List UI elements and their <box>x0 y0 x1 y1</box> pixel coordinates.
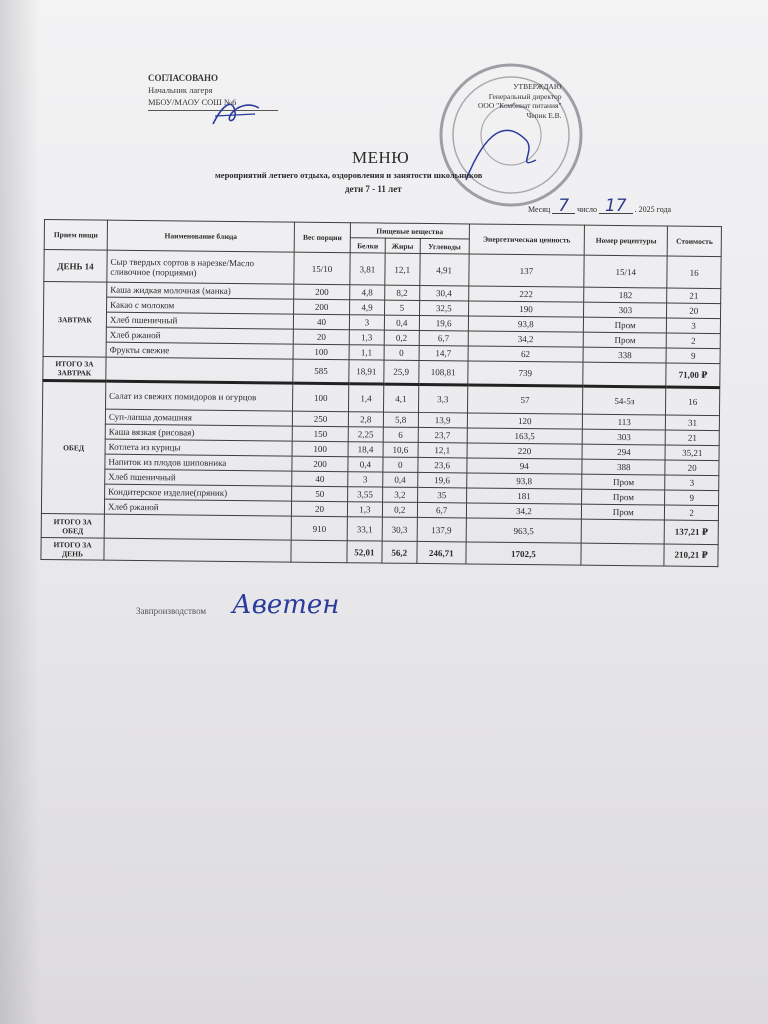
menu-table <box>40 219 722 567</box>
cost-cell: 16 <box>667 256 721 289</box>
day-label-cell: ДЕНЬ 14 <box>44 250 107 283</box>
fat-cell: 30,3 <box>382 517 417 541</box>
energy-cell: 120 <box>467 413 583 429</box>
weight-cell: 200 <box>294 299 350 315</box>
fat-cell: 0 <box>384 345 419 360</box>
breakfast-total-label: ИТОГО ЗА ЗАВТРАК <box>43 356 106 381</box>
protein-cell: 18,91 <box>349 360 384 384</box>
cost-cell: 20 <box>667 303 721 319</box>
col-cost: Стоимость <box>667 226 721 257</box>
fat-cell: 0,4 <box>384 315 419 330</box>
cost-cell: 31 <box>666 415 720 431</box>
cost-cell: 21 <box>666 430 720 446</box>
cost-cell: 21 <box>667 288 721 304</box>
energy-cell: 93,8 <box>468 316 584 332</box>
cost-cell: 2 <box>667 333 721 349</box>
carbs-cell: 14,7 <box>419 345 468 361</box>
carbs-cell: 6,7 <box>417 502 466 518</box>
dish-cell: Напиток из плодов шиповника <box>105 454 292 471</box>
cost-cell: 35,21 <box>665 445 719 461</box>
col-fat: Жиры <box>385 238 420 253</box>
cost-cell: 2 <box>665 505 719 521</box>
fat-cell: 5,8 <box>383 412 418 427</box>
protein-cell: 1,3 <box>348 502 383 517</box>
protein-cell: 18,4 <box>348 442 383 457</box>
dish-cell <box>104 514 291 540</box>
weight-cell: 100 <box>292 441 348 457</box>
recipe-cell <box>583 362 666 387</box>
protein-cell: 52,01 <box>347 541 382 563</box>
col-nutrients: Пищевые вещества <box>351 223 469 239</box>
col-carbs: Углеводы <box>420 238 469 254</box>
recipe-cell: Пром <box>583 332 666 348</box>
recipe-cell: 388 <box>582 459 665 475</box>
energy-cell: 739 <box>467 361 583 386</box>
fat-cell: 25,9 <box>383 360 418 384</box>
carbs-cell: 19,6 <box>419 315 468 331</box>
recipe-cell: Пром <box>582 504 665 520</box>
recipe-cell: 113 <box>583 414 666 430</box>
fat-cell: 0,4 <box>382 472 417 487</box>
fat-cell: 0,2 <box>384 330 419 345</box>
carbs-cell: 137,9 <box>417 517 466 542</box>
cost-cell: 71,00 ₽ <box>666 363 720 388</box>
weight-cell: 100 <box>293 383 349 412</box>
energy-cell: 220 <box>467 443 583 459</box>
recipe-cell: 303 <box>584 302 667 318</box>
fat-cell: 8,2 <box>384 285 419 300</box>
weight-cell <box>291 540 347 563</box>
day-total-label: ИТОГО ЗА ДЕНЬ <box>41 537 104 560</box>
energy-cell: 62 <box>468 346 584 362</box>
month-value: 7 <box>552 199 575 214</box>
recipe-cell: 303 <box>582 429 665 445</box>
carbs-cell: 3,3 <box>418 384 467 413</box>
dish-cell <box>104 538 291 562</box>
col-protein: Белки <box>350 238 385 253</box>
year-label: . 2025 года <box>634 205 672 214</box>
col-energy: Энергетическая ценность <box>469 224 585 255</box>
recipe-cell: Пром <box>584 317 667 333</box>
weight-cell: 15/10 <box>294 252 351 285</box>
fat-cell: 6 <box>383 427 418 442</box>
carbs-cell: 246,71 <box>417 541 466 564</box>
cost-cell: 9 <box>666 348 720 364</box>
energy-cell: 94 <box>466 458 582 474</box>
protein-cell: 1,3 <box>349 330 384 345</box>
dish-cell: Сыр твердых сортов в нарезке/Масло сливочное (порциями) <box>107 250 294 284</box>
protein-cell: 3,81 <box>350 253 385 285</box>
protein-cell: 0,4 <box>348 457 383 472</box>
carbs-cell: 23,6 <box>418 457 467 473</box>
weight-cell: 200 <box>292 456 348 472</box>
protein-cell: 4,8 <box>350 285 385 300</box>
protein-cell: 1,1 <box>349 345 384 360</box>
recipe-cell: 15/14 <box>584 255 667 288</box>
carbs-cell: 32,5 <box>419 300 468 316</box>
lunch-label: ОБЕД <box>41 380 105 514</box>
cost-cell: 20 <box>665 460 719 476</box>
carbs-cell: 30,4 <box>420 285 469 301</box>
stamp-line2: ООО "Комбинат питания" <box>478 101 562 110</box>
date-row <box>528 196 672 216</box>
dish-cell: Хлеб ржаной <box>104 499 291 516</box>
col-weight: Вес порции <box>294 222 350 253</box>
energy-cell: 163,5 <box>467 428 583 444</box>
carbs-cell: 108,81 <box>419 360 468 385</box>
weight-cell: 200 <box>294 284 350 300</box>
protein-cell: 2,25 <box>348 427 383 442</box>
recipe-cell <box>581 543 664 566</box>
weight-cell: 20 <box>293 329 349 345</box>
dish-cell: Каша жидкая молочная (манка) <box>107 282 294 299</box>
fat-cell: 12,1 <box>384 253 420 285</box>
recipe-cell: 294 <box>582 444 665 460</box>
col-meal: Прием пищи <box>44 220 107 251</box>
breakfast-label: ЗАВТРАК <box>43 282 107 358</box>
energy-cell: 181 <box>466 488 582 504</box>
fat-cell: 10,6 <box>383 442 418 457</box>
carbs-cell: 35 <box>417 487 466 503</box>
energy-cell: 963,5 <box>466 518 582 543</box>
page-title: МЕНЮ <box>352 148 410 167</box>
dish-cell: Хлеб ржаной <box>106 327 293 344</box>
month-label: Месяц <box>528 205 551 214</box>
page-shadow <box>0 0 40 1024</box>
recipe-cell: 54-5з <box>583 386 666 415</box>
weight-cell: 100 <box>293 344 349 360</box>
carbs-cell: 6,7 <box>419 330 468 346</box>
protein-cell: 4,9 <box>350 300 385 315</box>
energy-cell: 34,2 <box>468 331 584 347</box>
weight-cell: 150 <box>292 426 348 442</box>
energy-cell: 57 <box>467 385 583 414</box>
energy-cell: 222 <box>468 286 584 302</box>
carbs-cell: 19,6 <box>418 472 467 488</box>
carbs-cell: 23,7 <box>418 427 467 443</box>
protein-cell: 3 <box>350 315 385 330</box>
weight-cell: 250 <box>292 411 348 427</box>
carbs-cell: 4,91 <box>420 253 469 286</box>
stamp-line1: Генеральный директор <box>488 91 562 101</box>
footer-label: Завпроизводством <box>136 606 207 616</box>
energy-cell: 137 <box>468 254 584 287</box>
recipe-cell: Пром <box>582 474 665 490</box>
protein-cell: 3,55 <box>348 487 383 502</box>
fat-cell: 56,2 <box>382 541 417 563</box>
protein-cell: 1,4 <box>349 384 384 412</box>
dish-cell <box>106 357 293 383</box>
recipe-cell: Пром <box>582 489 665 505</box>
cost-cell: 3 <box>665 475 719 491</box>
energy-cell: 34,2 <box>466 503 582 519</box>
weight-cell: 50 <box>292 486 348 502</box>
cost-cell: 9 <box>665 490 719 506</box>
fat-cell: 4,1 <box>383 384 419 412</box>
lunch-total-label: ИТОГО ЗА ОБЕД <box>41 513 104 538</box>
cost-cell: 16 <box>666 387 720 416</box>
stamp-label: УТВЕРЖДАЮ <box>513 82 562 91</box>
dish-cell: Суп-лапша домашняя <box>105 409 292 426</box>
stamp-line3: Чепик Е.В. <box>526 110 562 120</box>
energy-cell: 93,8 <box>466 473 582 489</box>
weight-cell: 910 <box>291 516 347 541</box>
energy-cell: 1702,5 <box>465 542 581 565</box>
protein-cell: 33,1 <box>347 517 382 541</box>
weight-cell: 40 <box>293 314 349 330</box>
carbs-cell: 13,9 <box>418 412 467 428</box>
approval-org: МБОУ/МАОУ СОШ №6 <box>148 97 237 107</box>
energy-cell: 190 <box>468 301 584 317</box>
dish-cell: Кондитерское изделие(пряник) <box>105 484 292 501</box>
recipe-cell: 182 <box>584 287 667 303</box>
weight-cell: 20 <box>291 501 347 517</box>
carbs-cell: 12,1 <box>418 442 467 458</box>
approval-role: Начальник лагеря <box>148 85 213 95</box>
col-recipe: Номер рецептуры <box>584 225 667 256</box>
cost-cell: 210,21 ₽ <box>664 544 718 567</box>
recipe-cell <box>581 519 664 544</box>
approval-label: СОГЛАСОВАНО <box>148 73 219 83</box>
cost-cell: 3 <box>667 318 721 334</box>
dish-cell: Каша вязкая (рисовая) <box>105 424 292 441</box>
dish-cell: Котлета из курицы <box>105 439 292 456</box>
dish-cell: Фрукты свежие <box>106 342 293 359</box>
day-label: число <box>577 205 597 214</box>
cost-cell: 137,21 ₽ <box>664 520 718 545</box>
col-dish: Наименование блюда <box>107 220 294 252</box>
fat-cell: 0 <box>383 457 418 472</box>
fat-cell: 3,2 <box>382 487 417 502</box>
protein-cell: 3 <box>348 472 383 487</box>
dish-cell: Какао с молоком <box>107 297 294 314</box>
footer-signature: Аветен <box>232 590 340 620</box>
dish-cell: Хлеб пшеничный <box>105 469 292 486</box>
approval-signature <box>205 94 265 130</box>
page-subtitle: мероприятий летнего отдыха, оздоровления и занятости школьников <box>215 170 483 180</box>
fat-cell: 0,2 <box>382 502 417 517</box>
recipe-cell: 338 <box>583 347 666 363</box>
protein-cell: 2,8 <box>349 412 384 427</box>
stamp-text <box>478 82 562 120</box>
day-value: 17 <box>599 199 633 214</box>
fat-cell: 5 <box>384 300 419 315</box>
dish-cell: Салат из свежих помидоров и огурцов <box>106 381 293 411</box>
weight-cell: 585 <box>293 359 349 384</box>
dish-cell: Хлеб пшеничный <box>106 312 293 329</box>
age-group: дети 7 - 11 лет <box>345 184 402 194</box>
weight-cell: 40 <box>292 471 348 487</box>
